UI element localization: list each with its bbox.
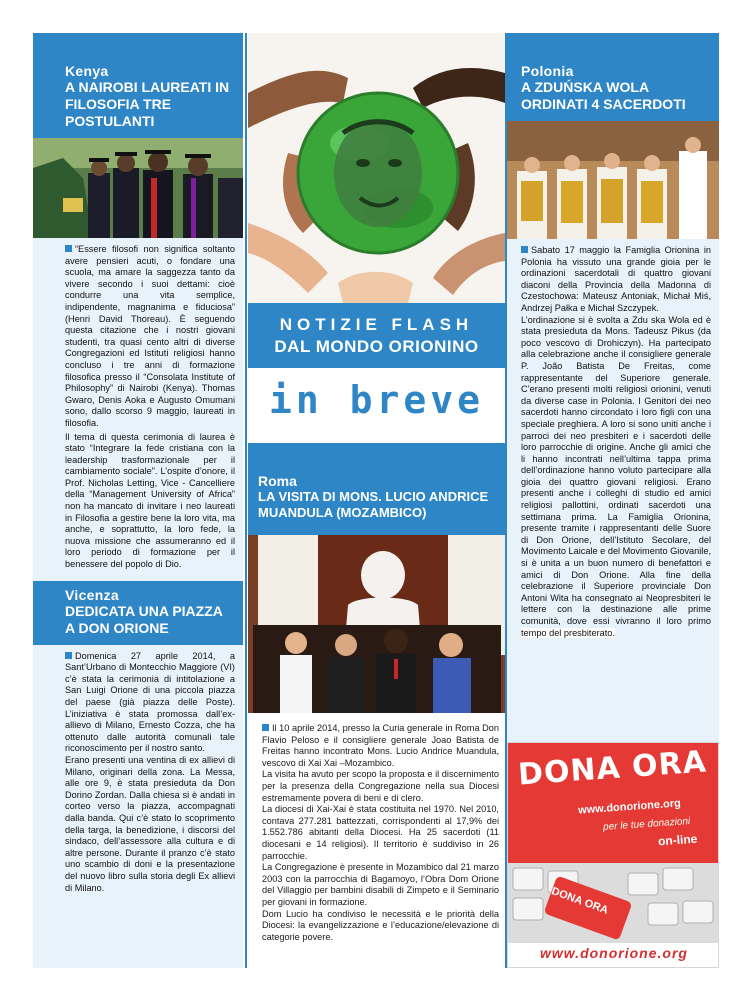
kenya-column xyxy=(33,33,243,968)
globe-hands-image xyxy=(248,33,505,303)
vicenza-body xyxy=(33,645,243,900)
roma-paragraph-3: La diocesi di Xai-Xai è stata costituita nel 1970. Nel 2010, contava 277.281 battezzati, corrispondenti al 17,9% dei 1.552.786 abitanti della Diocesi. Ha 25 sacerdoti (11 diocesani e 14 religiosi). Il territorio è suddiviso in 26 parrocchie. xyxy=(262,804,499,861)
vicenza-paragraph-1: Domenica 27 aprile 2014, a Sant’Urbano di Montecchio Maggiore (VI) c’è stata la cerimonia di intitolazione a San Luigi Orione di una piccola piazza del paese (già piazza delle Poste). L’iniziativa è stata promossa dall’ex-allievo di Milano, Ernesto Cozza, che ha ottenuto dalle autorità comunali tale riconoscimento per il nostro santo. xyxy=(65,650,235,754)
kenya-body xyxy=(33,238,243,577)
roma-photo-image xyxy=(248,535,505,713)
kenya-banner xyxy=(33,33,243,138)
polonia-body xyxy=(507,239,719,645)
vicenza-banner xyxy=(33,581,243,645)
bullet-square-icon xyxy=(65,245,72,252)
polonia-place: Polonia xyxy=(521,63,574,79)
polonia-paragraph-2: L’ordinazione si è svolta a Zdu ska Wola ed è stata presieduta da Mons. Tadeusz Pikus (da poco vescovo di Drohiczyn). Ha partecipato alla celebrazione anche il consigliere generale P. João Batista De Freitas, come rappresentante del Superiore generale. C’erano presenti molti religiosi orionini, venuti da diverse case in Polonia. I Genitori dei neo sacerdoti hanno circondato i loro figli con una speciale preghiera. A loro si sono uniti anche i parroci dei neo presbiteri e i sacerdoti delle loro parrocchie di origine. Anche gli amici che li hanno incontrati nell’ultima tappa prima dell’ordinazione hanno voluto partecipare alla gioia dei quattro giovani religiosi. Erano presenti anche i colleghi di studio ed amici religiosi pallottini, ordinati sacerdoti una settimana prima. La Famiglia Orionina, presente tramite i rappresentanti delle Suore di Don Orione, dell’Istituto Secolare, del Movimento Laicale e del Movimento Giovanile, si è unita a un buon numero di benefattori e amici di Don Orione. Alla fine della celebrazione il Superiore provinciale Don Antoni Wita ha consegnato ai Neopresbiteri le lettere con la destinazione alle prime comunità, dove essi vivranno il loro primo xyxy=(521,314,711,626)
vicenza-title: DEDICATA UNA PIAZZA A DON ORIONE xyxy=(65,602,223,636)
kenya-title: A NAIROBI LAUREATI IN FILOSOFIA TRE POSTULANTI xyxy=(65,79,230,129)
bullet-square-icon xyxy=(262,724,269,731)
polonia-paragraph-1: Sabato 17 maggio la Famiglia Orionina in Polonia ha vissuto una grande gioia per le ordinazioni sacerdotali di quattro giovani diaconi della Provincia della Madonna di Czestochowa: Mateusz Antoniak, Michał Miś, Andrzej Pałka e Michał Szczypek. xyxy=(521,245,711,313)
kenya-paragraph-1: “Essere filosofi non significa soltanto avere pensieri acuti, o fondare una scuola, ma amare la saggezza tanto da vivere secondo i suoi dettami: cioè condurre una vita semplice, indipendente, magnanima e fiduciosa” (Henri David Thoreau). È seguendo questa citazione che i nostri giovani studenti, tra quasi cento altri di diverse Congregazioni ed Istituti religiosi hanno concluso i tre anni di formazione filosofica presso il “Consolata Institute of Philosophy” di Nairobi (Kenya). Thomas Gwaro, Denis Aoka e Augusto Omumani sono, dallo scorso 9 maggio, laureati in filosofia. xyxy=(65,244,235,428)
roma-banner xyxy=(248,443,505,535)
ad-dona-ora: DONA ORA xyxy=(517,744,708,793)
roma-title: LA VISITA DI MONS. LUCIO ANDRICE MUANDULA (MOZAMBICO) xyxy=(258,489,489,520)
roma-paragraph-5: Dom Lucio ha condiviso le necessità e le priorità della Diocesi: la evangelizzazione e l’educazione/elevazione di categorie povere. xyxy=(262,908,499,942)
ordination-photo xyxy=(507,121,719,239)
roma-body xyxy=(248,717,505,949)
bullet-square-icon xyxy=(521,246,528,253)
ad-url-bottom[interactable]: www.donorione.org xyxy=(540,945,688,961)
in-breve-heading xyxy=(248,368,505,443)
graduation-photo-image xyxy=(33,138,243,238)
donate-ad[interactable] xyxy=(507,742,719,968)
graduation-photo xyxy=(33,138,243,238)
middle-column xyxy=(248,33,505,968)
in-breve-text: in breve xyxy=(268,378,485,422)
roma-paragraph-1: Il 10 aprile 2014, presso la Curia generale in Roma Don Flavio Peloso e il consigliere generale Joao Batista de Freitas hanno incontrato Mons. Lucio Andrice Muandula, vescovo di Xai Xai –Mozambico. xyxy=(262,723,499,768)
keyboard-image xyxy=(508,863,719,943)
ad-key-label[interactable]: DONA ORA xyxy=(549,885,610,917)
roma-paragraph-2: La visita ha avuto per scopo la proposta e il discernimento per la presenza della Congregazione nella sua Diocesi estremamente povera di beni e di clero. xyxy=(262,769,499,803)
ordination-photo-image xyxy=(507,121,719,239)
polonia-banner xyxy=(507,33,719,121)
flash-line-1: NOTIZIE FLASH xyxy=(279,315,474,334)
ad-subtitle: per le tue donazioni xyxy=(602,815,691,834)
vicenza-place: Vicenza xyxy=(65,586,119,603)
column-divider xyxy=(245,33,247,968)
vicenza-paragraph-2: Erano presenti una ventina di ex allievi di Milano, originari della zona. La Messa, alle ore 9, è stata presieduta da Don Dorino Zordan. Dalla chiesa si è andati in corteo verso la piazza, accompagnati dalla banda. Qui c’è stato lo scoprimento della targa, la benedizione, i discorsi del sindaco, dell’assessore alla cultura e di altre persone. Durante il pranzo c’è stato uno scambio di doni e la presentazione del nuovo libro sulla storia degli Ex allievi di Milano. xyxy=(65,754,235,893)
polonia-title: A ZDUŃSKA WOLA ORDINATI 4 SACERDOTI xyxy=(521,79,686,112)
kenya-paragraph-2: Il tema di questa cerimonia di laurea è stato “Integrare la fede cristiana con la leadership trasformazionale per il cambiamento sociale”. L’ospite d’onore, il Prof. Nicholas Letting, Vice - Cancelliere della “Management University of Africa” non ha mancato di invitare i neo laureati in Filosofia a gestire bene la loro vita, ma anche, e soprattutto, la loro fede, la nuova missione che assumeranno ed il loro periodo di formazione per il benessere del popolo di Dio. xyxy=(65,431,235,570)
ad-url-top[interactable]: www.donorione.org xyxy=(577,797,682,817)
ad-online: on-line xyxy=(657,831,698,849)
roma-paragraph-4: La Congregazione è presente in Mozambico dal 21 marzo 2003 con la parrocchia di Bagamoyo, l’Obra Dom Orione del Villaggio per bambini disabili di Zimpeto e il Seminario per giovani in formazione. xyxy=(262,862,499,907)
roma-place: Roma xyxy=(258,473,297,489)
polonia-paragraph-2-end: tempo del presbiterato. xyxy=(521,627,615,638)
roma-photo xyxy=(248,535,505,713)
bullet-square-icon xyxy=(65,652,72,659)
hands-globe-illustration xyxy=(248,33,505,303)
flash-line-2: DAL MONDO ORIONINO xyxy=(274,337,479,356)
kenya-place: Kenya xyxy=(65,63,109,79)
